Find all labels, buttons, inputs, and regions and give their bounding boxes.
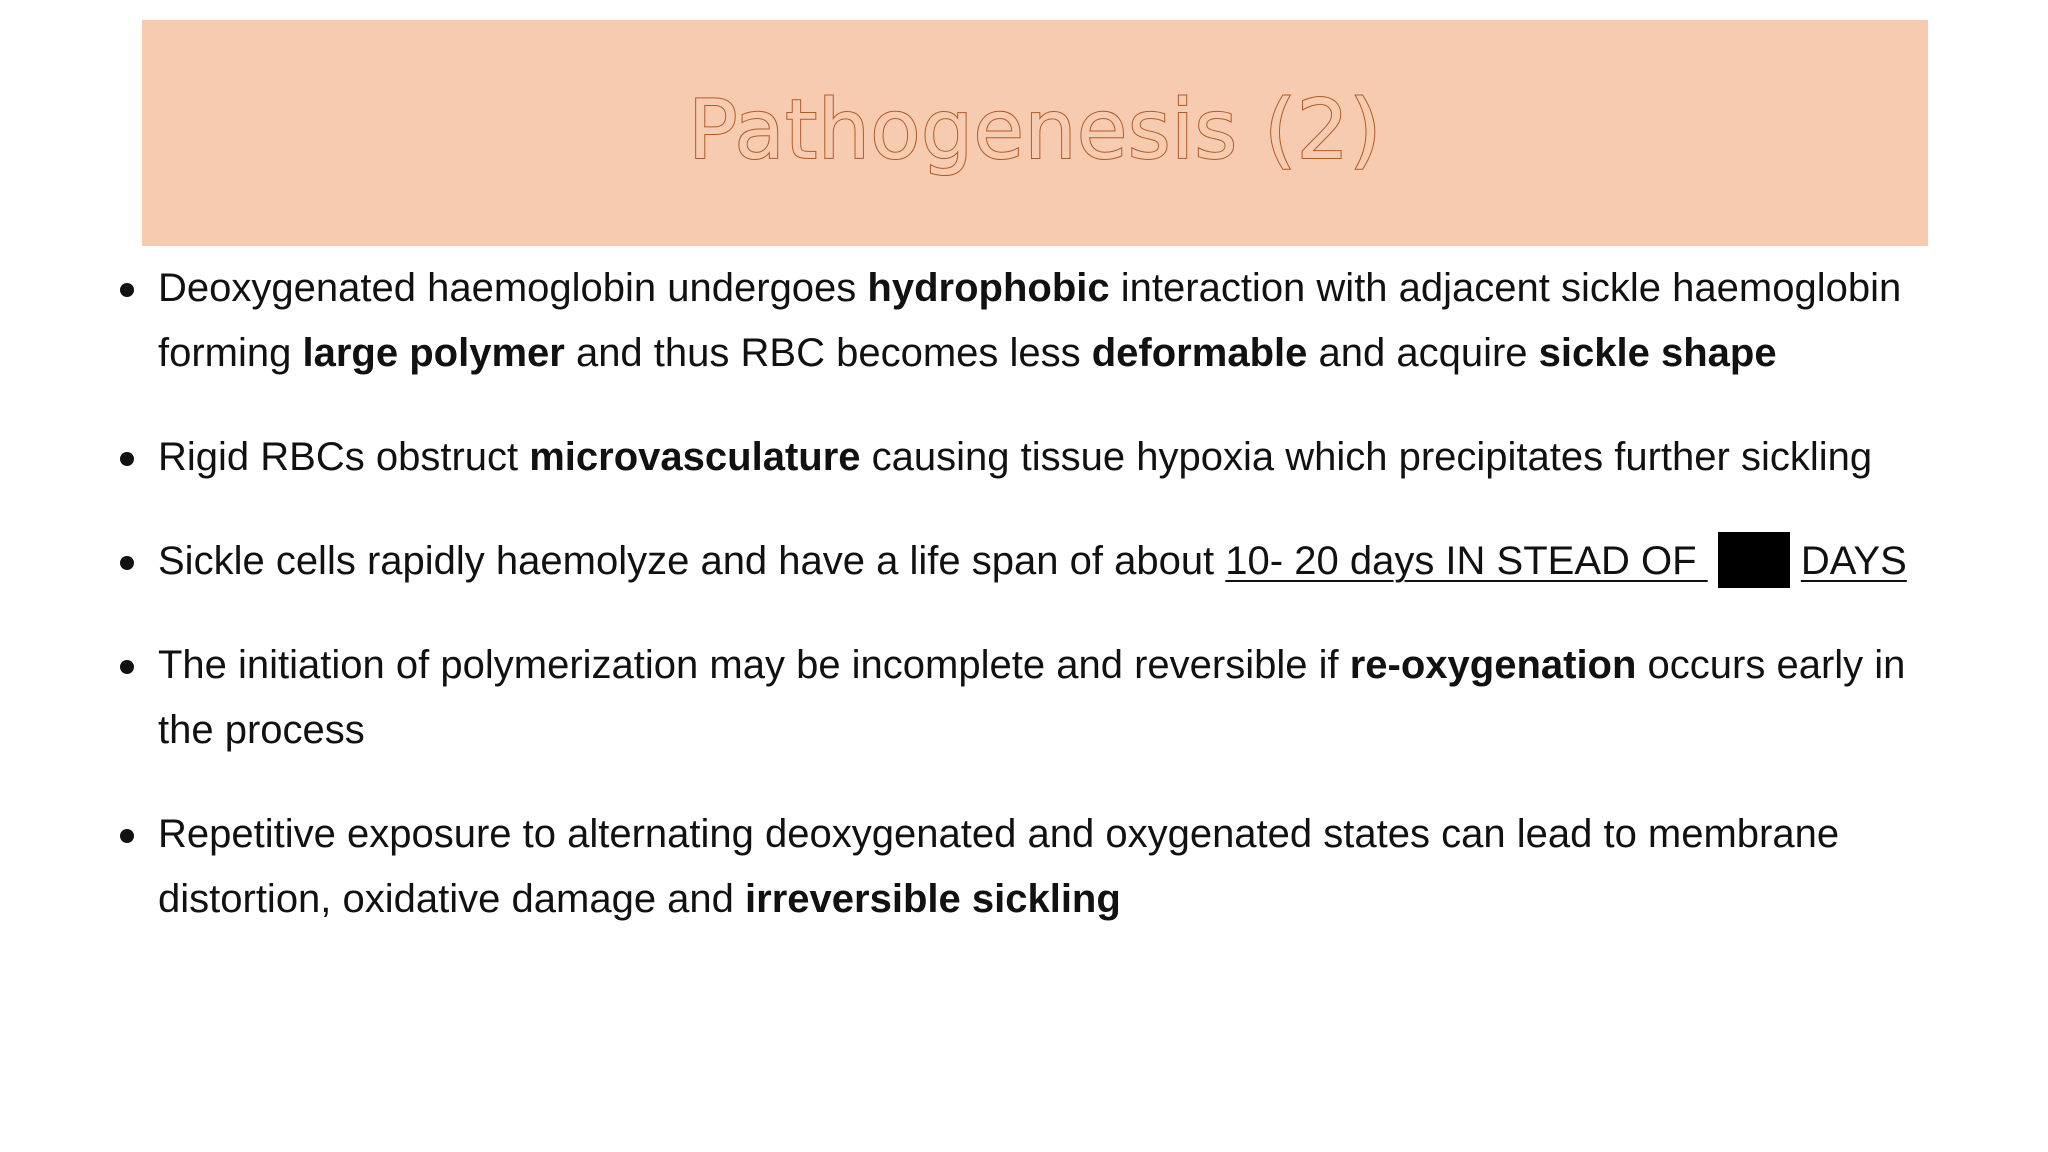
bullet-icon: [120, 829, 134, 843]
bullet-item: [120, 425, 1920, 490]
slide-title: Pathogenesis (2): [688, 83, 1382, 178]
bold-term: sickle shape: [1538, 331, 1777, 375]
bold-term: hydrophobic: [867, 266, 1110, 310]
underlined-text: 10- 20 days IN STEAD OF: [1225, 539, 1708, 583]
bullet-text: The initiation of polymerization may be incomplete and reversible if: [158, 643, 1350, 687]
bold-term: deformable: [1091, 331, 1308, 375]
bullet-item: [120, 633, 1920, 763]
bullet-text: occurs early in the process: [158, 643, 1906, 752]
bullet-text: causing tissue hypoxia which precipitates further sickling: [860, 435, 1873, 479]
bold-term: re-oxygenation: [1349, 643, 1637, 687]
bullet-icon: [120, 556, 134, 570]
bullet-text: Deoxygenated haemoglobin undergoes: [158, 266, 868, 310]
bold-term: irreversible sickling: [745, 877, 1121, 921]
redaction-box: [1718, 532, 1790, 588]
bullet-item: [120, 256, 1920, 386]
bullet-text: Sickle cells rapidly haemolyze and have a life span of about: [158, 539, 1226, 583]
bold-term: large polymer: [302, 331, 565, 375]
bullet-text: Rigid RBCs obstruct: [158, 435, 530, 479]
bullet-icon: [120, 283, 134, 297]
bullet-item: [120, 529, 1920, 594]
bullet-text: and acquire: [1307, 331, 1539, 375]
bullet-item: [120, 802, 1920, 932]
bold-term: microvasculature: [529, 435, 861, 479]
title-banner: [142, 20, 1928, 246]
bullet-icon: [120, 452, 134, 466]
bullet-text: interaction with adjacent sickle haemoglobin forming: [158, 266, 1902, 375]
bullet-list: [120, 256, 1920, 932]
bullet-text: and thus RBC becomes less: [564, 331, 1092, 375]
bullet-icon: [120, 660, 134, 674]
underlined-text: DAYS: [1800, 539, 1907, 583]
bullet-text: Repetitive exposure to alternating deoxygenated and oxygenated states can lead to membrane distortion, oxidative damage and: [158, 812, 1840, 921]
